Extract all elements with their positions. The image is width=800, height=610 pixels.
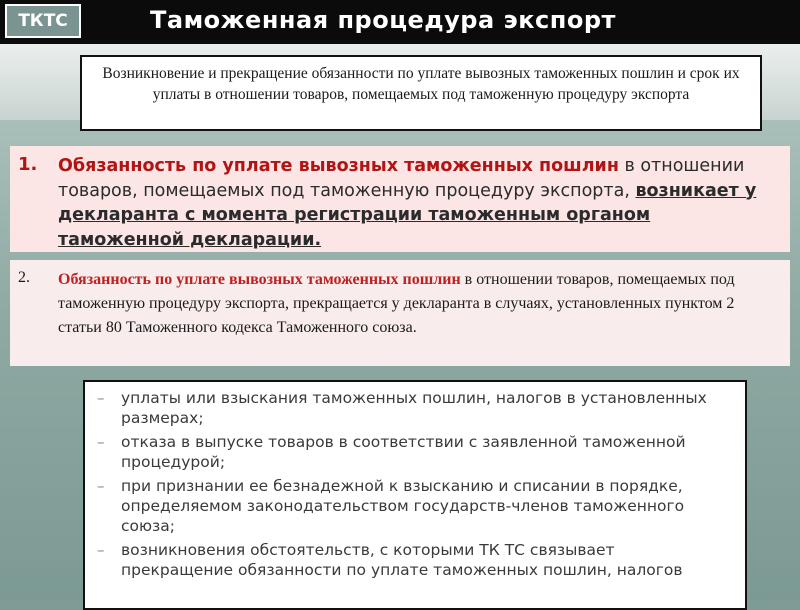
list-item: – возникновения обстоятельств, с которыми ТК ТС связывает прекращение обязанности по уплате таможенных пошлин, налогов	[97, 541, 683, 579]
tkts-logo: ТКТС	[5, 4, 81, 38]
point-1	[10, 146, 790, 252]
dash-bullet: –	[97, 477, 105, 495]
list-item: – уплаты или взыскания таможенных пошлин, налогов в установленных размерах;	[97, 389, 707, 427]
point-1-emphasis: возникает у декларанта с момента регистрации таможенным органом таможенной декларации.	[58, 180, 757, 250]
point-1-bold-red: Обязанность по уплате вывозных таможенных пошлин	[58, 156, 619, 176]
point-2-text	[58, 268, 770, 340]
point-2-rest: в отношении товаров, помещаемых под таможенную процедуру экспорта, прекращается у декларанта в случаях, установленных пунктом 2 статьи 80 Таможенного кодекса Таможенного союза.	[58, 271, 735, 336]
dash-bullet: –	[97, 389, 105, 407]
slide-title: Таможенная процедура экспорт	[150, 6, 616, 34]
point-1-middle: в отношении товаров, помещаемых под таможенную процедуру экспорта,	[58, 156, 745, 201]
cases-list-box	[83, 380, 747, 610]
list-item: – при признании ее безнадежной к взысканию и списании в порядке, определяемом законодательством государств-членов таможенного союза;	[97, 477, 685, 535]
title-bar	[0, 0, 800, 44]
dash-bullet: –	[97, 541, 105, 559]
cases-list	[85, 388, 725, 584]
subtitle-box	[80, 55, 762, 131]
point-1-number: 1.	[18, 154, 38, 175]
point-2-number: 2.	[18, 269, 30, 286]
dash-bullet: –	[97, 433, 105, 451]
point-2-bold-red: Обязанность по уплате вывозных таможенных пошлин	[58, 271, 461, 288]
list-item: – отказа в выпуске товаров в соответствии с заявленной таможенной процедурой;	[97, 433, 686, 471]
subtitle-text: Возникновение и прекращение обязанности по уплате вывозных таможенных пошлин и срок их уплаты в отношении товаров, помещаемых под таможенную процедуру экспорта	[102, 65, 740, 103]
point-2	[10, 260, 790, 366]
point-1-text	[58, 154, 778, 252]
